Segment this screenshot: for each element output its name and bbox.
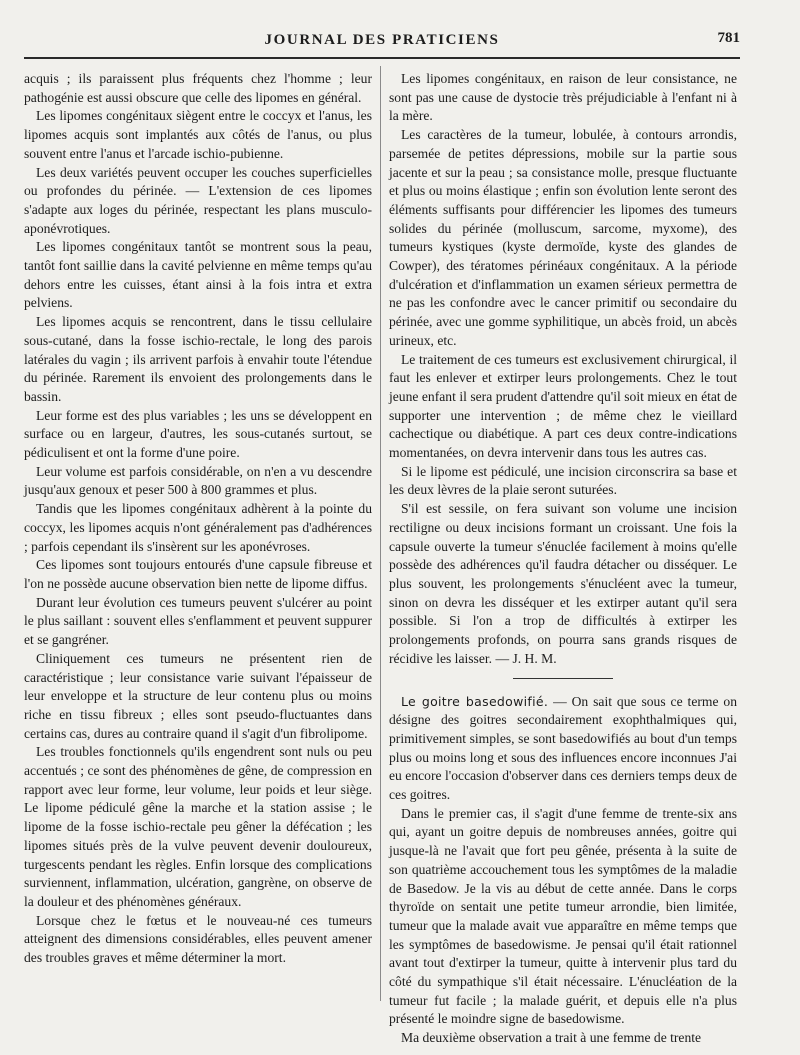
paragraph: Dans le premier cas, il s'agit d'une femme de trente-six ans qui, ayant un goitre depuis de nombreuses années, goitre qui jusque-là ne l'avait que fort peu gênée, présenta à la suite de son quatrième accouchement tous les symptômes de la maladie de Basedow. Je la vis au début de cette année. Dans le corps thyroïde on sentait une petite tumeur arrondie, bien limitée, tumeur que la malade avait vue apparaître en même temps que les symptômes de basedowisme. Je pensai qu'il était rationnel avant tout d'extirper la tumeur, quitte à intervenir plus tard du côté du sympathique s'il était nécessaire. L'énucléation de la tumeur fut facile ; la malade guérit, et depuis elle n'a plus présenté le moindre signe de basedowisme. bbox=[389, 805, 737, 1027]
paragraph: Les caractères de la tumeur, lobulée, à contours arrondis, parsemée de petites dépressions, mobile sur la partie sous jacente et sur la peau ; sa consistance molle, presque fluctuante et plus ou moins élastique ; enfin son évolution lente seront des éléments suffisants pour différencier les lipomes des tumeurs solides du périnée (molluscum, sarcome, myxome), des tumeurs kystiques (kyste dermoïde, kyste des glandes de Cowper), des tératomes périnéaux congénitaux. A la période d'ulcération et d'inflammation un examen sérieux permettra de ne pas les confondre avec le cancer primitif ou secondaire du périnée, avec une gomme syphilitique, un abcès froid, un abcès urineux, etc. bbox=[389, 127, 737, 348]
paragraph: Les lipomes congénitaux, en raison de leur consistance, ne sont pas une cause de dystocie très préjudiciable à l'enfant ni à la mère. bbox=[389, 71, 737, 124]
page-header bbox=[24, 30, 740, 54]
paragraph: Le traitement de ces tumeurs est exclusivement chirurgical, il faut les enlever et extirper leurs prolongements. Chez le tout jeune enfant il sera prudent d'attendre qu'il soit mieux en état de supporter une intervention ; de même chez le vieillard cachectique ou diabétique. A part ces deux contre-indications momentanées, on devra intervenir dans tous les autres cas. bbox=[389, 351, 737, 461]
paragraph: Tandis que les lipomes congénitaux adhèrent à la pointe du coccyx, les lipomes acquis n'ont généralement pas d'adhérences ; parfois cependant ils s'insèrent sur les aponévroses. bbox=[24, 501, 372, 554]
column-divider bbox=[380, 66, 381, 1001]
page-number: 781 bbox=[717, 30, 740, 46]
left-column bbox=[24, 70, 372, 968]
paragraph: Durant leur évolution ces tumeurs peuvent s'ulcérer au point le plus saillant : souvent elles s'enflamment et peuvent suppurer et se gangréner. bbox=[24, 594, 372, 648]
paragraph: Leur volume est parfois considérable, on n'en a vu descendre jusqu'aux genoux et peser 500 à 800 grammes et plus. bbox=[24, 463, 372, 498]
paragraph: Lorsque chez le fœtus et le nouveau-né ces tumeurs atteignent des dimensions considérables, elles peuvent amener des troubles graves et même déterminer la mort. bbox=[24, 912, 372, 966]
paragraph: acquis ; ils paraissent plus fréquents chez l'homme ; leur pathogénie est aussi obscure que celle des lipomes en général. bbox=[24, 71, 372, 105]
paragraph: Les lipomes congénitaux siègent entre le coccyx et l'anus, les lipomes acquis sont implantés aux côtés de l'anus, ou plus souvent entre l'anus et l'arcade ischio-pubienne. bbox=[24, 108, 372, 161]
article-title: Le goitre basedowifié. bbox=[401, 693, 549, 709]
paragraph: Les lipomes congénitaux tantôt se montrent sous la peau, tantôt font saillie dans la cavité pelvienne en même temps qu'au dehors entre les cuisses, étant ainsi à la fois intra et extra pelviens. bbox=[24, 239, 372, 311]
header-rule bbox=[24, 57, 740, 59]
paragraph: Les lipomes acquis se rencontrent, dans le tissu cellulaire sous-cutané, dans la fosse ischio-rectale, le long des parois latérales du vagin ; ils arrivent parfois à envahir toute l'étendue du périnée. Rarement ils envoient des prolongements dans le bassin. bbox=[24, 314, 372, 404]
paragraph: S'il est sessile, on fera suivant son volume une incision rectiligne ou deux incisions formant un croissant. Une fois la capsule ouverte la tumeur s'énuclée facilement à moins qu'elle possède des adhérences qu'il faudra détacher ou disséquer. Le plus souvent, les prolongements s'énucléent avec la tumeur, sinon on devra les disséquer et les extirper autant qu'il sera possible. Si l'on a trop de difficultés à extirper les prolongements profonds, on pourra sans grands risques de récidive les laisser. — J. H. M. bbox=[389, 501, 737, 666]
paragraph: Les troubles fonctionnels qu'ils engendrent sont nuls ou peu accentués ; ce sont des phénomènes de gêne, de compression en rapport avec leur forme, leur volume, leur poids et leur siège. Le lipome pédiculé gêne la marche et la station assise ; le lipome de la fosse ischio-rectale peu gêner la défécation ; les lipomes situés près de la vulve peuvent devenir douloureux, turgescents pendant les règles. Enfin lorsque des complications surviennent, inflammation, ulcération, gangrène, on observe de la douleur et des phénomènes généraux. bbox=[24, 744, 372, 909]
paragraph: Si le lipome est pédiculé, une incision circonscrira sa base et les deux lèvres de la plaie seront suturées. bbox=[389, 463, 737, 498]
right-column bbox=[389, 70, 737, 1048]
journal-title: JOURNAL DES PRATICIENS bbox=[264, 32, 500, 48]
paragraph: Leur forme est des plus variables ; les uns se développent en surface ou en largeur, d'autres, les sous-cutanés surtout, se pédiculisent et ont la forme d'une poire. bbox=[24, 407, 372, 461]
article-intro: — On sait que sous ce terme on désigne des goitres secondairement exophthalmiques qui, primitivement simples, se sont basedowifiés au bout d'un temps plus ou moins long et sous des influences encore inconnues J'ai eu encore l'occasion d'observer dans ces derniers temps deux de ces goitres. bbox=[389, 693, 737, 803]
goitre-intro-paragraph bbox=[389, 693, 737, 805]
paragraph: Ma deuxième observation a trait à une femme de trente bbox=[401, 1030, 702, 1046]
paragraph: Cliniquement ces tumeurs ne présentent rien de caractéristique ; leur consistance varie suivant l'épaisseur de leur enveloppe et la structure de leur contenu plus ou moins riche en tissu fibreux ; elles sont pseudo-fluctuantes dans certains cas, dures au contraire quand il s'agit d'un fibrolipome. bbox=[24, 650, 372, 741]
paragraph: Les deux variétés peuvent occuper les couches superficielles ou profondes du périnée. — L'extension de ces lipomes s'adapte aux loges du périnée, respectant les plans musculo-aponévrotiques. bbox=[24, 164, 372, 236]
paragraph: Ces lipomes sont toujours entourés d'une capsule fibreuse et l'on ne possède aucune observation bien nette de lipome diffus. bbox=[24, 557, 372, 591]
section-separator bbox=[513, 678, 613, 679]
